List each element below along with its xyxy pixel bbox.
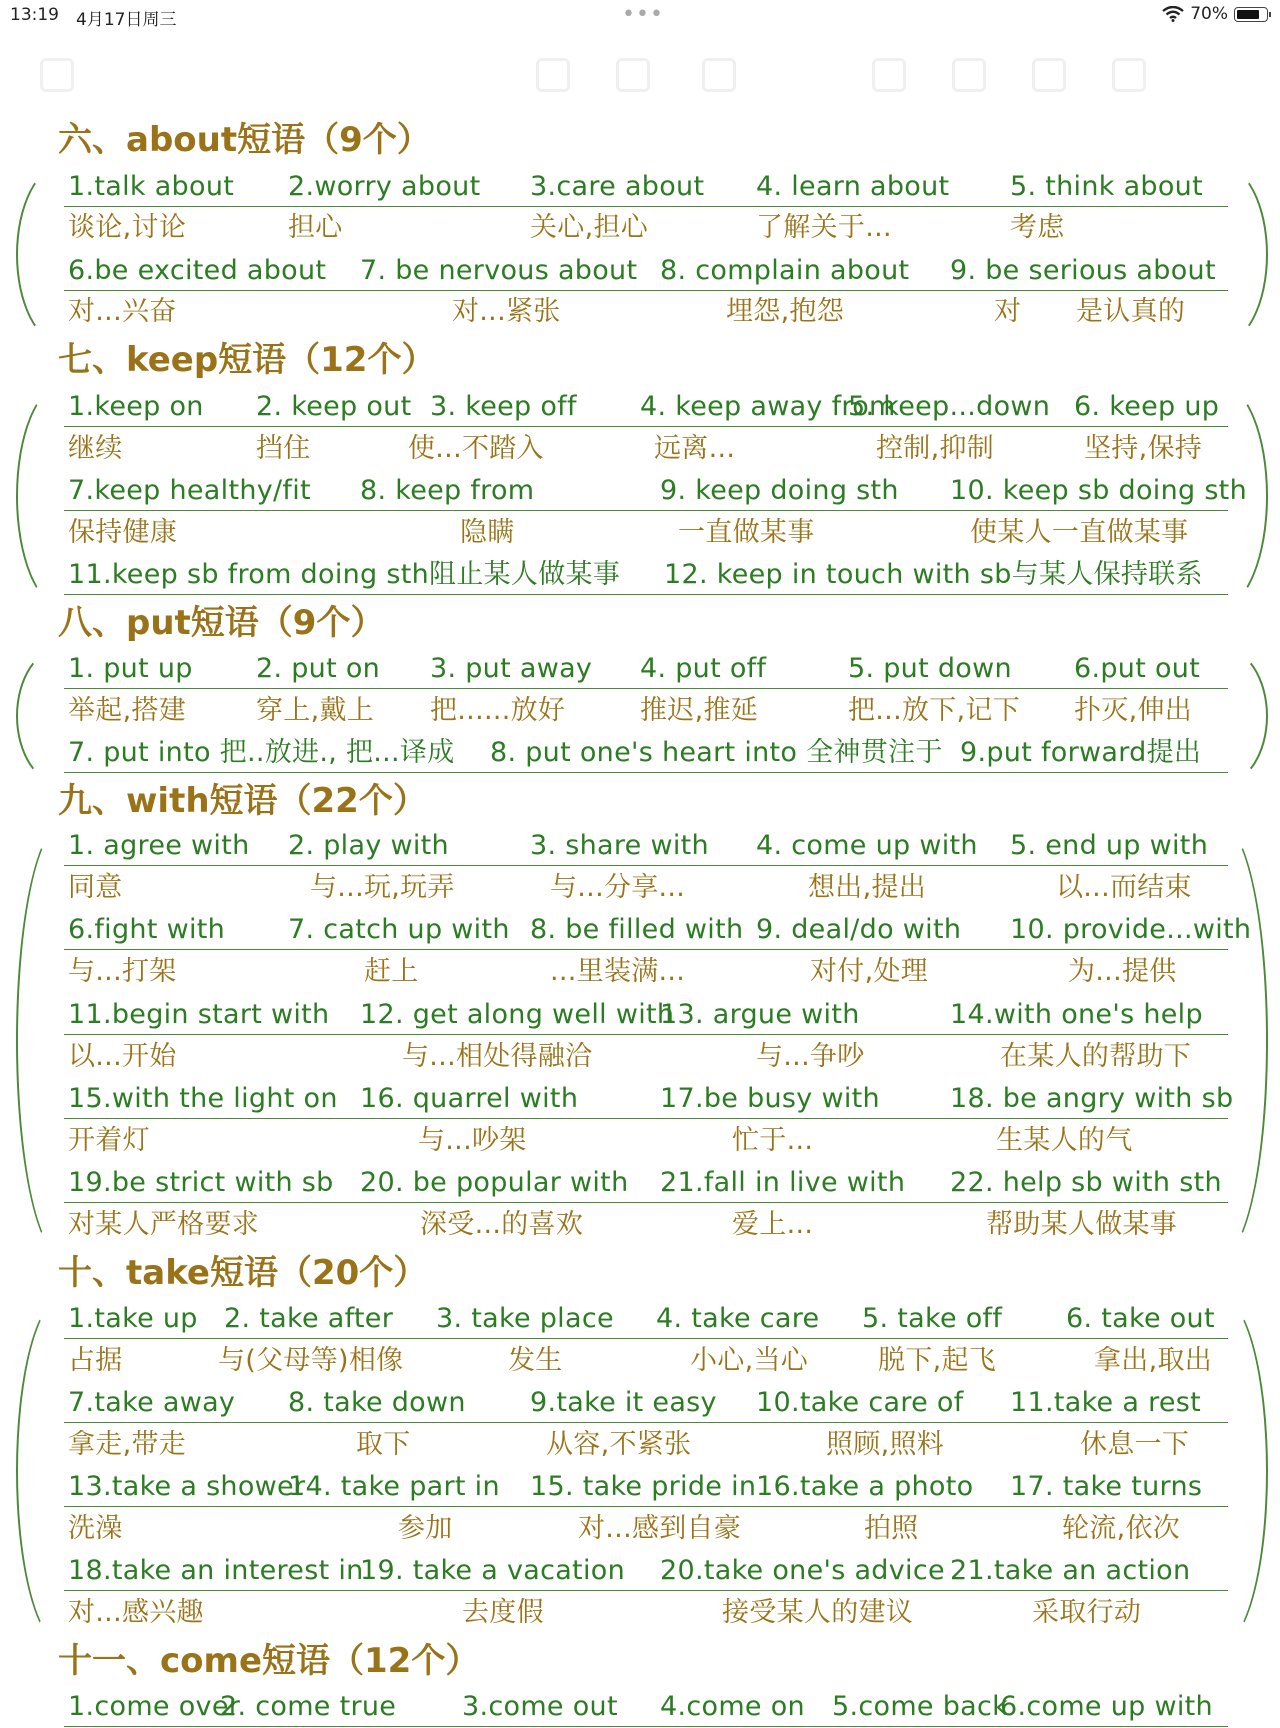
- translation: 对某人严格要求: [68, 1209, 260, 1240]
- translation: 对...感兴趣: [68, 1597, 204, 1628]
- translation: 爱上...: [732, 1209, 814, 1240]
- phrase: 11.begin start with: [68, 999, 330, 1030]
- phrase-row: [64, 168, 1228, 208]
- phrase: 17. take turns: [1010, 1471, 1203, 1502]
- translation: 轮流,依次: [1062, 1513, 1181, 1544]
- phrase: 8. complain about: [660, 255, 910, 286]
- translation-row: [64, 1038, 1228, 1078]
- translation-row: [64, 514, 1228, 554]
- translation: 同意: [68, 872, 123, 903]
- phrase: 8. put one's heart into 全神贯注于: [490, 737, 943, 768]
- translation: 从容,不紧张: [546, 1429, 692, 1460]
- translation: 占据: [68, 1345, 123, 1376]
- section-title: 八、put短语（9个）: [58, 603, 385, 643]
- grid-icon[interactable]: [616, 58, 650, 92]
- phrase-row: [64, 1384, 1228, 1424]
- translation: 挡住: [256, 433, 311, 464]
- markup-icon[interactable]: [952, 58, 986, 92]
- phrase-row: [64, 911, 1252, 951]
- translation: 保持健康: [68, 517, 178, 548]
- phrase: 7. put into 把..放进., 把...译成: [68, 737, 455, 768]
- translation: 使...不踏入: [408, 433, 544, 464]
- phrase: 19.be strict with sb: [68, 1167, 334, 1198]
- phrase: 6.be excited about: [68, 255, 327, 286]
- phrase: 7. be nervous about: [360, 255, 638, 286]
- phrase: 4.come on: [660, 1691, 805, 1722]
- phrase: 1. put up: [68, 653, 193, 684]
- phrase: 9.put forward提出: [960, 737, 1202, 768]
- phrase-row: [64, 650, 1228, 690]
- phrase: 19. take a vacation: [360, 1555, 625, 1586]
- phrase-row: [64, 556, 1228, 596]
- translation: 参加: [398, 1513, 453, 1544]
- phrase: 9. be serious about: [950, 255, 1216, 286]
- translation: 休息一下: [1080, 1429, 1190, 1460]
- translation: 扑灭,伸出: [1074, 695, 1193, 726]
- phrase-row: [64, 827, 1228, 867]
- translation: 与...相处得融洽: [402, 1041, 593, 1072]
- translation: 想出,提出: [808, 872, 927, 903]
- phrase: 20. be popular with: [360, 1167, 629, 1198]
- translation-row: [64, 209, 1228, 249]
- section-title: 十一、come短语（12个）: [58, 1641, 480, 1681]
- phrase: 3.come out: [462, 1691, 618, 1722]
- translation: 去度假: [462, 1597, 544, 1628]
- phrase: 3. take place: [436, 1303, 614, 1334]
- translation: 采取行动: [1032, 1597, 1142, 1628]
- translation-row: [64, 869, 1228, 909]
- phrase: 16.take a photo: [756, 1471, 974, 1502]
- app-toolbar: [0, 48, 1280, 98]
- translation: 取下: [356, 1429, 411, 1460]
- translation-row: [64, 692, 1228, 732]
- translation: 控制,抑制: [876, 433, 995, 464]
- phrase: 1.talk about: [68, 171, 235, 202]
- phrase: 20.take one's advice: [660, 1555, 945, 1586]
- phrase: 14. take part in: [288, 1471, 500, 1502]
- translation: 发生: [508, 1345, 563, 1376]
- translation: 照顾,照料: [826, 1429, 945, 1460]
- phrase: 21.take an action: [950, 1555, 1191, 1586]
- phrase: 5. take off: [862, 1303, 1003, 1334]
- translation: 坚持,保持: [1084, 433, 1203, 464]
- wifi-icon: [1162, 6, 1184, 22]
- phrase: 5. think about: [1010, 171, 1203, 202]
- compose-icon[interactable]: [1112, 58, 1146, 92]
- phrase: 9. deal/do with: [756, 914, 962, 945]
- phrase: 2.worry about: [288, 171, 481, 202]
- translation-row: [64, 1426, 1228, 1466]
- status-time: 13:19: [10, 5, 59, 25]
- translation: 以...而结束: [1056, 872, 1192, 903]
- phrase: 4. learn about: [756, 171, 950, 202]
- phrase: 5.come back: [832, 1691, 1009, 1722]
- phrase: 14.with one's help: [950, 999, 1203, 1030]
- phrase: 21.fall in live with: [660, 1167, 906, 1198]
- translation: 在某人的帮助下: [1000, 1041, 1192, 1072]
- phrase: 7. catch up with: [288, 914, 510, 945]
- phrase: 3.care about: [530, 171, 705, 202]
- phrase: 4. come up with: [756, 830, 978, 861]
- phrase-row: [64, 1080, 1234, 1120]
- status-bar: [0, 0, 1280, 34]
- phrase: 10. keep sb doing sth: [950, 475, 1247, 506]
- phrase: 4. put off: [640, 653, 767, 684]
- phrase: 1.keep on: [68, 391, 204, 422]
- share-icon[interactable]: [872, 58, 906, 92]
- phrase: 6. keep up: [1074, 391, 1220, 422]
- translation: 举起,搭建: [68, 695, 187, 726]
- phrase-row: [64, 388, 1228, 428]
- phrase: 6. take out: [1066, 1303, 1215, 1334]
- translation: 是认真的: [1076, 296, 1186, 327]
- translation: 与...分享...: [550, 872, 686, 903]
- phrase: 10.take care of: [756, 1387, 964, 1418]
- status-date: 4月17日周三: [76, 10, 177, 30]
- phrase: 12. get along well with: [360, 999, 675, 1030]
- translation-row: [64, 293, 1228, 333]
- translation-row: [64, 1206, 1228, 1246]
- translation: 了解关于...: [756, 212, 892, 243]
- phrase-row: [64, 472, 1247, 512]
- translation: 拿出,取出: [1094, 1345, 1213, 1376]
- phrase: 17.be busy with: [660, 1083, 880, 1114]
- phrase: 3. put away: [430, 653, 593, 684]
- section-title: 七、keep短语（12个）: [58, 340, 436, 380]
- translation: 为...提供: [1068, 956, 1177, 987]
- phrase: 13.take a shower: [68, 1471, 306, 1502]
- more-icon[interactable]: [1032, 58, 1066, 92]
- phrase: 7.take away: [68, 1387, 236, 1418]
- phrase: 2. play with: [288, 830, 449, 861]
- phrase: 2. keep out: [256, 391, 412, 422]
- phrase-row: [64, 1164, 1228, 1204]
- sidebar-toggle-icon[interactable]: [40, 58, 74, 92]
- multitask-dots-icon[interactable]: •••: [622, 2, 664, 27]
- section-title: 九、with短语（22个）: [58, 781, 427, 821]
- phrase: 11.keep sb from doing sth阻止某人做某事: [68, 559, 621, 590]
- phrase: 15.with the light on: [68, 1083, 338, 1114]
- translation: 继续: [68, 433, 123, 464]
- translation: ...里装满...: [550, 956, 686, 987]
- translation: 小心,当心: [690, 1345, 809, 1376]
- translation: 脱下,起飞: [878, 1345, 997, 1376]
- translation: 把......放好: [430, 695, 566, 726]
- translation-row: [64, 1342, 1228, 1382]
- translation: 洗澡: [68, 1513, 123, 1544]
- battery-icon: [1234, 7, 1268, 22]
- translation: 与...争吵: [756, 1041, 865, 1072]
- phrase: 12. keep in touch with sb与某人保持联系: [664, 559, 1203, 590]
- phrase: 4. keep away from: [640, 391, 896, 422]
- translation: 隐瞒: [460, 517, 515, 548]
- translation: 把...放下,记下: [848, 695, 1021, 726]
- translation: 担心: [288, 212, 343, 243]
- translation: 使某人一直做某事: [970, 517, 1189, 548]
- phrase: 2. come true: [220, 1691, 397, 1722]
- translation: 拍照: [864, 1513, 919, 1544]
- translation: 谈论,讨论: [68, 212, 187, 243]
- phrase: 11.take a rest: [1010, 1387, 1202, 1418]
- translation-row: [64, 1594, 1228, 1634]
- phrase: 10. provide...with: [1010, 914, 1252, 945]
- translation: 考虑: [1010, 212, 1065, 243]
- phrase: 18.take an interest in: [68, 1555, 364, 1586]
- phrase: 9.take it easy: [530, 1387, 717, 1418]
- translation: 开着灯: [68, 1125, 150, 1156]
- translation: 远离...: [654, 433, 736, 464]
- phrase-row: [64, 734, 1228, 774]
- translation: 穿上,戴上: [256, 695, 375, 726]
- phrase: 3. share with: [530, 830, 709, 861]
- phrase: 4. take care: [656, 1303, 820, 1334]
- translation: 关心,担心: [530, 212, 649, 243]
- phrase: 9. keep doing sth: [660, 475, 899, 506]
- translation: 生某人的气: [996, 1125, 1133, 1156]
- phrase-row: [64, 1552, 1228, 1592]
- phrase: 8. be filled with: [530, 914, 744, 945]
- phrase-row: [64, 252, 1228, 292]
- phrase: 2. take after: [224, 1303, 394, 1334]
- phrase: 8. take down: [288, 1387, 466, 1418]
- translation: 拿走,带走: [68, 1429, 187, 1460]
- translation: 赶上: [364, 956, 419, 987]
- phrase: 13. argue with: [660, 999, 860, 1030]
- phrase: 1.come over: [68, 1691, 241, 1722]
- section-title: 六、about短语（9个）: [58, 120, 431, 160]
- phrase: 15. take pride in: [530, 1471, 757, 1502]
- translation: 帮助某人做某事: [986, 1209, 1178, 1240]
- translation-row: [64, 430, 1228, 470]
- list-icon[interactable]: [536, 58, 570, 92]
- phrase: 22. help sb with sth: [950, 1167, 1222, 1198]
- phrase: 18. be angry with sb: [950, 1083, 1234, 1114]
- translation: 一直做某事: [678, 517, 815, 548]
- phrase: 5. end up with: [1010, 830, 1209, 861]
- phrase: 5. keep...down: [848, 391, 1051, 422]
- status-right: [1162, 4, 1268, 24]
- translation: 推迟,推延: [640, 695, 759, 726]
- phrase-row: [64, 1468, 1228, 1508]
- section-title: 十、take短语（20个）: [58, 1253, 428, 1293]
- translation: 对付,处理: [810, 956, 929, 987]
- translation: 与...吵架: [418, 1125, 527, 1156]
- translation: 对...感到自豪: [578, 1513, 742, 1544]
- translation: 以...开始: [68, 1041, 177, 1072]
- phrase-row: [64, 1688, 1228, 1728]
- translation: 深受...的喜欢: [420, 1209, 584, 1240]
- translation: 对: [994, 296, 1022, 327]
- phrase: 5. put down: [848, 653, 1012, 684]
- phrase: 16. quarrel with: [360, 1083, 579, 1114]
- translation: 忙于...: [732, 1125, 814, 1156]
- translation: 与...打架: [68, 956, 177, 987]
- phrase: 7.keep healthy/fit: [68, 475, 311, 506]
- translation: 对...兴奋: [68, 296, 177, 327]
- translation: 与...玩,玩弄: [310, 872, 455, 903]
- translation: 埋怨,抱怨: [726, 296, 845, 327]
- translation: 与(父母等)相像: [218, 1345, 404, 1376]
- phrase: 6.put out: [1074, 653, 1201, 684]
- translation-row: [64, 1510, 1228, 1550]
- phrase: 3. keep off: [430, 391, 577, 422]
- translation: 接受某人的建议: [722, 1597, 914, 1628]
- camera-icon[interactable]: [702, 58, 736, 92]
- phrase-row: [64, 996, 1228, 1036]
- phrase-row: [64, 1300, 1228, 1340]
- phrase: 2. put on: [256, 653, 381, 684]
- translation-row: [64, 1122, 1228, 1162]
- phrase: 1.take up: [68, 1303, 198, 1334]
- translation-row: [64, 953, 1228, 993]
- phrase: 6.fight with: [68, 914, 226, 945]
- battery-percent: 70%: [1190, 4, 1228, 24]
- phrase: 6.come up with: [1000, 1691, 1213, 1722]
- translation: 对...紧张: [452, 296, 561, 327]
- phrase: 1. agree with: [68, 830, 250, 861]
- phrase: 8. keep from: [360, 475, 535, 506]
